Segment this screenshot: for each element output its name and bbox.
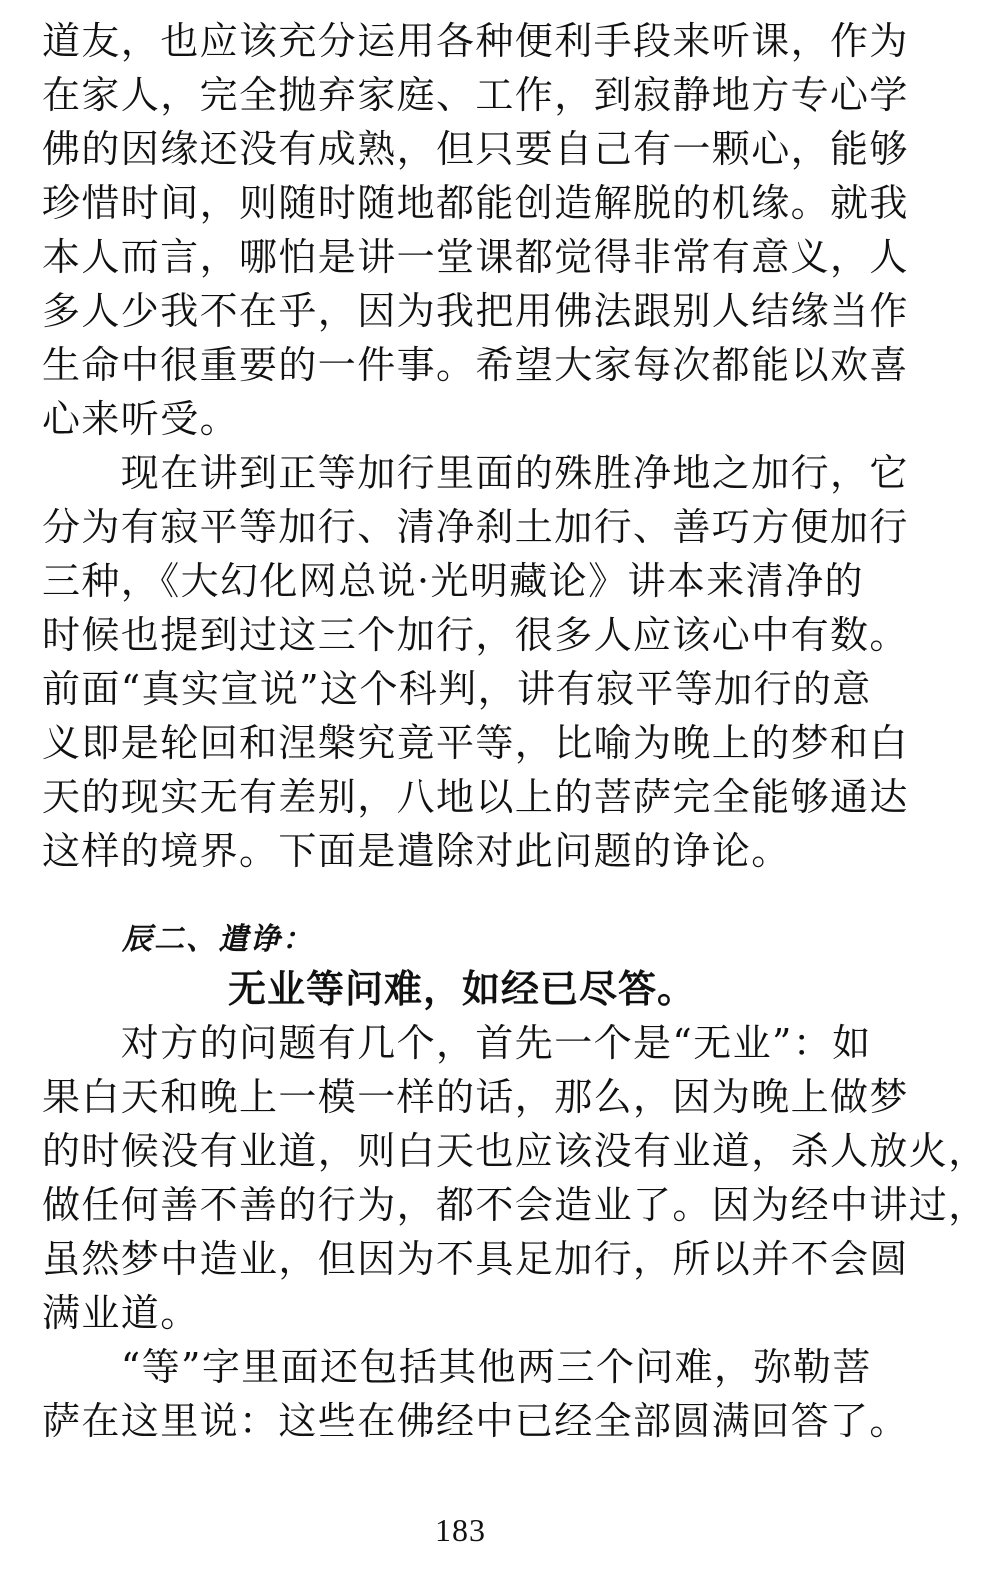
text-line: 对方的问题有几个，首先一个是“无业”：如: [42, 1021, 872, 1065]
section-heading: 辰二、遣诤：: [122, 922, 314, 957]
text-line: 珍惜时间，则随时随地都能创造解脱的机缘。就我: [42, 181, 909, 225]
verse-text: 无业等问难，如经已尽答。: [227, 967, 696, 1011]
paragraph-3: [42, 1016, 988, 1340]
text-line: 这样的境界。下面是遣除对此问题的诤论。: [42, 829, 791, 873]
text-line: “等”字里面还包括其他两三个问难，弥勒菩: [42, 1345, 872, 1389]
text-line: 天的现实无有差别，八地以上的菩萨完全能够通达: [42, 775, 909, 819]
page-body: [42, 14, 988, 1448]
text-line: 分为有寂平等加行、清净刹土加行、善巧方便加行: [42, 505, 909, 549]
text-line: 三种，《大幻化网总说·光明藏论》讲本来清净的: [42, 559, 864, 603]
text-line: 心来听受。: [42, 397, 240, 441]
text-line: 义即是轮回和涅槃究竟平等，比喻为晚上的梦和白: [42, 721, 909, 765]
paragraph-1: [42, 14, 909, 446]
text-line: 在家人，完全抛弃家庭、工作，到寂静地方专心学: [42, 73, 909, 117]
text-line: 满业道。: [42, 1291, 200, 1335]
section-spacer: [42, 878, 882, 918]
text-line: 佛的因缘还没有成熟，但只要自己有一颗心，能够: [42, 127, 909, 171]
text-line: 本人而言，哪怕是讲一堂课都觉得非常有意义，人: [42, 235, 909, 279]
paragraph-4: [42, 1340, 909, 1448]
text-line: 时候也提到过这三个加行，很多人应该心中有数。: [42, 613, 909, 657]
text-line: 萨在这里说：这些在佛经中已经全部圆满回答了。: [42, 1399, 909, 1443]
text-line: 果白天和晚上一模一样的话，那么，因为晚上做梦: [42, 1075, 909, 1119]
text-line: 的时候没有业道，则白天也应该没有业道，杀人放火，: [42, 1129, 988, 1173]
text-line: 做任何善不善的行为，都不会造业了。因为经中讲过，: [42, 1183, 988, 1227]
text-line: 现在讲到正等加行里面的殊胜净地之加行，它: [42, 451, 909, 495]
text-line: 前面“真实宣说”这个科判，讲有寂平等加行的意: [42, 667, 872, 711]
paragraph-2: [42, 446, 909, 878]
text-line: 道友，也应该充分运用各种便利手段来听课，作为: [42, 19, 909, 63]
page-number: 183: [435, 1512, 486, 1548]
text-line: 虽然梦中造业，但因为不具足加行，所以并不会圆: [42, 1237, 909, 1281]
text-line: 生命中很重要的一件事。希望大家每次都能以欢喜: [42, 343, 909, 387]
text-line: 多人少我不在乎，因为我把用佛法跟别人结缘当作: [42, 289, 909, 333]
